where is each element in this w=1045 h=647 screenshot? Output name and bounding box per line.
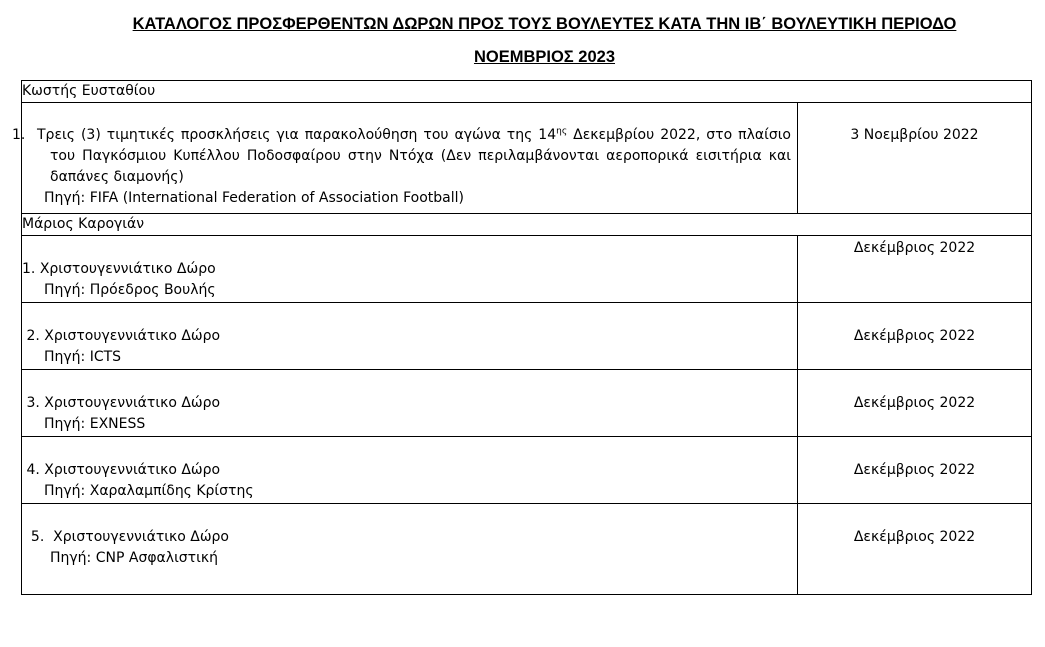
gift-cell [22, 437, 798, 504]
gift-date: 3 Νοεμβρίου 2022 [798, 103, 1032, 214]
gift-description-text: Χριστουγεννιάτικο Δώρο [44, 395, 221, 411]
gift-date: Δεκέμβριος 2022 [798, 437, 1032, 504]
gift-description [22, 393, 797, 414]
gift-description-text-cont: Δεκεμβρίου 2022, στο πλαίσιο του Παγκόσμιου Κυπέλλου Ποδοσφαίρου στην Ντόχα (Δεν περιλαμβάνονται αεροπορικά εισιτήρια και δαπάνες διαμονής) [50, 127, 791, 185]
item-number: 5. [30, 529, 45, 545]
table-row [22, 236, 1032, 303]
gift-cell [12, 103, 798, 214]
gift-source: Πηγή: Πρόεδρος Βουλής [44, 282, 216, 298]
gift-description-text: Τρεις (3) τιμητικές προσκλήσεις για παρακολούθηση του αγώνα της 14 [37, 127, 557, 143]
gift-source: Πηγή: Χαραλαμπίδης Κρίστης [44, 483, 254, 499]
item-number: 2. [26, 328, 40, 344]
gift-date: Δεκέμβριος 2022 [798, 236, 1032, 303]
member-name: Μάριος Καρογιάν [22, 214, 1032, 236]
gift-date: Δεκέμβριος 2022 [798, 303, 1032, 370]
gift-description: 1. Τρεις (3) τιμητικές προσκλήσεις για παρακολούθηση του αγώνα της $14^{\eta\varsigma}$ Δεκεμβρίου 2022, στο πλαίσιο του Παγκόσμιου Κυπέλλου Ποδοσφαίρου στην Ντόχα (Δεν περιλαμβάνονται αεροπορικά εισιτήρια και δαπάνες διαμονής) [12, 126, 791, 185]
document-title: ΚΑΤΑΛΟΓΟΣ ΠΡΟΣΦΕΡΘΕΝΤΩΝ ΔΩΡΩΝ ΠΡΟΣ ΤΟΥΣ ΒΟΥΛΕΥΤΕΣ ΚΑΤΑ ΤΗΝ ΙΒ΄ ΒΟΥΛΕΥΤΙΚΗ ΠΕΡΙΟΔΟ [132, 15, 957, 33]
gift-source: Πηγή: CNP Ασφαλιστική [50, 550, 218, 566]
gift-source: Πηγή: EXNESS [44, 416, 146, 432]
ordinal-suffix: ης [556, 126, 568, 137]
gifts-table [12, 80, 1032, 595]
document-subtitle: ΝΟΕΜΒΡΙΟΣ 2023 [473, 48, 616, 66]
table-row [22, 303, 1032, 370]
gift-date: Δεκέμβριος 2022 [798, 504, 1032, 595]
table-row [22, 504, 1032, 595]
group-header-row [22, 81, 1032, 103]
gift-date: Δεκέμβριος 2022 [798, 370, 1032, 437]
gift-description-text: Χριστουγεννιάτικο Δώρο [53, 529, 229, 545]
gift-description-text: Χριστουγεννιάτικο Δώρο [44, 462, 221, 478]
table-row [22, 437, 1032, 504]
gift-source: Πηγή: ICTS [44, 349, 122, 365]
item-number: 4. [26, 462, 40, 478]
gift-source: Πηγή: FIFA (International Federation of Association Football) [44, 190, 464, 206]
item-number: 1. [22, 261, 36, 277]
table-row [22, 370, 1032, 437]
gift-cell [22, 504, 798, 595]
gift-description [22, 326, 797, 347]
gift-cell [22, 303, 798, 370]
gift-description [22, 527, 797, 548]
gift-cell [22, 236, 798, 303]
gift-cell [22, 370, 798, 437]
member-name: Κωστής Ευσταθίου [22, 81, 1032, 103]
gift-description-text: Χριστουγεννιάτικο Δώρο [44, 328, 221, 344]
item-number: 3. [26, 395, 40, 411]
group-header-row [22, 214, 1032, 236]
gift-description [22, 460, 797, 481]
gift-description-text: Χριστουγεννιάτικο Δώρο [39, 261, 216, 277]
gift-description [22, 259, 797, 280]
table-row [22, 103, 1032, 214]
